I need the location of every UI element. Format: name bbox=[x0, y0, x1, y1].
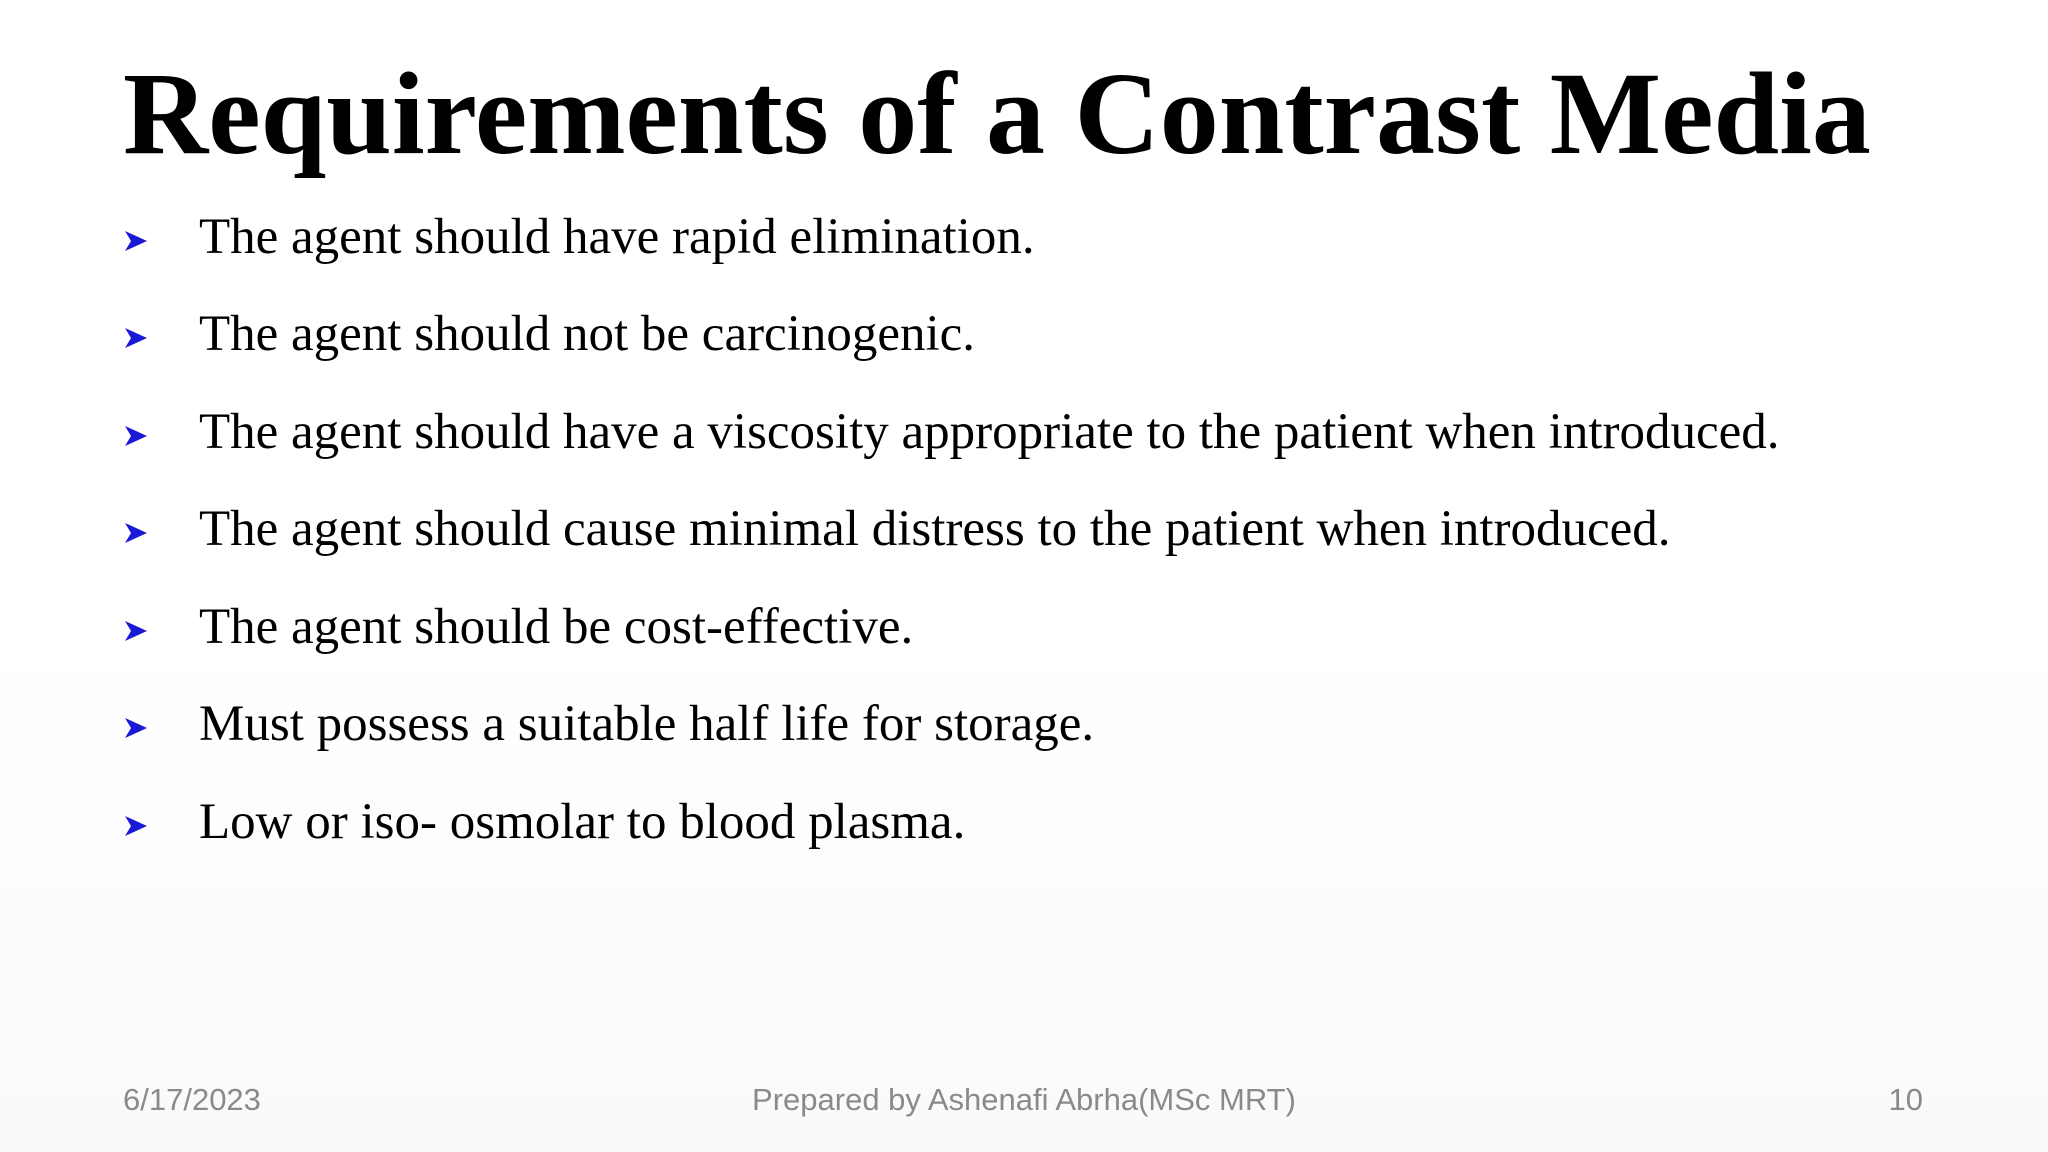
arrowhead-bullet-icon bbox=[123, 220, 199, 254]
list-item bbox=[123, 676, 1780, 774]
bullet-text: Low or iso- osmolar to blood plasma. bbox=[199, 793, 966, 850]
footer-date: 6/17/2023 bbox=[123, 1082, 261, 1117]
arrowhead-bullet-icon bbox=[123, 610, 199, 644]
page-number: 10 bbox=[1888, 1082, 1923, 1117]
footer-author: Prepared by Ashenafi Abrha(MSc MRT) bbox=[752, 1082, 1296, 1117]
arrowhead-bullet-icon bbox=[123, 512, 199, 546]
list-item bbox=[123, 383, 1780, 481]
arrowhead-bullet-icon bbox=[123, 805, 199, 839]
list-item bbox=[123, 578, 1780, 676]
list-item bbox=[123, 481, 1780, 579]
slide-title: Requirements of a Contrast Media bbox=[123, 48, 1871, 179]
list-item bbox=[123, 773, 1780, 871]
list-item bbox=[123, 188, 1780, 286]
arrowhead-bullet-icon bbox=[123, 415, 199, 449]
bullet-text: The agent should be cost-effective. bbox=[199, 598, 914, 655]
bullet-text: The agent should have a viscosity appropriate to the patient when introduced. bbox=[199, 403, 1780, 460]
arrowhead-bullet-icon bbox=[123, 317, 199, 351]
bullet-text: The agent should have rapid elimination. bbox=[199, 208, 1035, 265]
bullet-text: Must possess a suitable half life for storage. bbox=[199, 696, 1095, 753]
arrowhead-bullet-icon bbox=[123, 707, 199, 741]
list-item bbox=[123, 286, 1780, 384]
bullet-text: The agent should cause minimal distress to the patient when introduced. bbox=[199, 501, 1671, 558]
bullet-list bbox=[123, 188, 1780, 871]
bullet-text: The agent should not be carcinogenic. bbox=[199, 306, 976, 363]
